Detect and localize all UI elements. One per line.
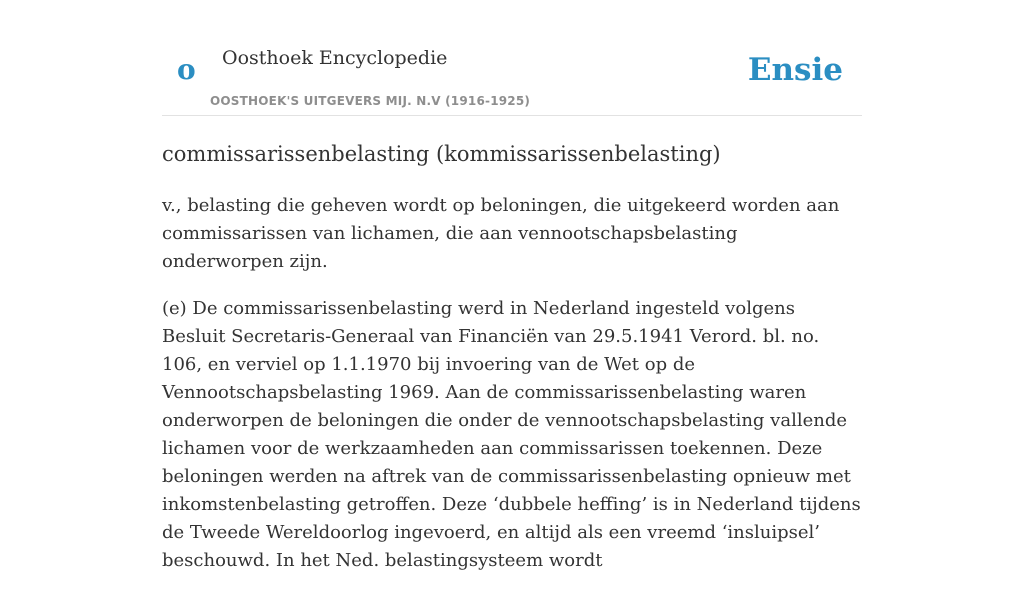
entry-body	[162, 192, 862, 594]
content-container	[162, 0, 862, 571]
entry-paragraph-definition: v., belasting die geheven wordt op beloningen, die uitgekeerd worden aan commissarissen van lichamen, die aan vennootschapsbelasting onderworpen zijn.	[162, 195, 840, 272]
site-name-link[interactable]: Oosthoek Encyclopedie	[222, 47, 448, 69]
site-logo[interactable]: o	[177, 53, 196, 86]
entry-title: commissarissenbelasting (kommissarissenbelasting)	[162, 142, 721, 166]
publisher-subtitle: OOSTHOEK'S UITGEVERS MIJ. N.V (1916-1925)	[210, 94, 531, 108]
entry-paragraph-history: (e) De commissarissenbelasting werd in Nederland ingesteld volgens Besluit Secretaris-Generaal van Financiën van 29.5.1941 Verord. bl. no. 106, en verviel op 1.1.1970 bij invoering van de Wet op de Vennootschapsbelasting 1969. Aan de commissarissenbelasting waren onderworpen de beloningen die onder de vennootschapsbelasting vallende lichamen voor de werkzaamheden aan commissarissen toekennen. Deze beloningen werden na aftrek van de commissarissenbelasting opnieuw met inkomstenbelasting getroffen. Deze ‘dubbele heffing’ is in Nederland tijdens de Tweede Wereldoorlog ingevoerd, en altijd als een vreemd ‘insluipsel’ beschouwd. In het Ned. belastingsysteem wordt	[162, 298, 861, 571]
ensie-brand-link[interactable]: Ensie	[747, 52, 843, 88]
site-header	[162, 0, 862, 116]
